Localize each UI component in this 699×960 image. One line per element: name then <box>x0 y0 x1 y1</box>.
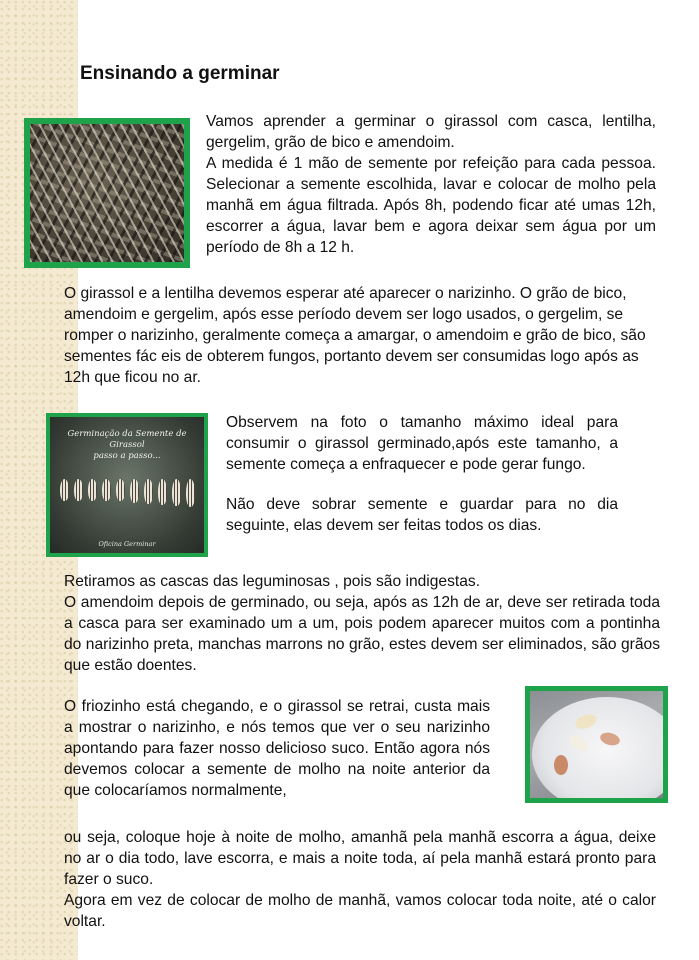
germination-poster-photo <box>46 413 208 557</box>
measure-paragraph: A medida é 1 mão de semente por refeição para cada pessoa. Selecionar a semente escolhida, lavar e colocar de molho pela manhã em água filtrada. Após 8h, podendo ficar até umas 12h, escorrer a água, lavar bem e agora deixar sem água por um período de 8h a 12 h. <box>206 155 656 256</box>
shells-paragraph: Retiramos as cascas das leguminosas , pois são indigestas. <box>64 573 481 590</box>
cold-paragraph: O friozinho está chegando, e o girassol se retrai, custa mais a mostrar o narizinho, e nós temos que ver o seu narizinho apontando para fazer nosso delicioso suco. Então agora nós devemos colocar a semente de molho na noite anterior da que colocaríamos normalmente, <box>64 698 490 799</box>
sprout <box>554 755 568 775</box>
observe-paragraph: Observem na foto o tamanho máximo ideal para consumir o girassol germinado,após este tamanho, a semente começa a enfraquecer e pode gerar fungo. <box>226 414 618 473</box>
poster-seed <box>74 479 83 501</box>
poster-title <box>50 429 204 462</box>
poster-seed <box>88 479 97 501</box>
plate-image <box>530 691 663 798</box>
peanut-paragraph: O amendoim depois de germinado, ou seja, após as 12h de ar, deve ser retirada toda a casca para ser examinado um a um, pois podem aparecer muitos com a pontinha do narizinho preta, manchas marrons no grão, estes devem ser eliminados, são grãos que estão doentes. <box>64 594 660 674</box>
tonight-paragraph: ou seja, coloque hoje à noite de molho, amanhã pela manhã escorra a água, deixe no ar o dia todo, lave escorra, e mais a noite toda, aí pela manhã estará pronto para fazer o suco. <box>64 829 656 888</box>
poster-seed <box>158 479 167 505</box>
poster-seed <box>186 479 195 507</box>
poster-image <box>50 417 204 553</box>
poster-seed <box>130 479 139 503</box>
instead-paragraph: Agora em vez de colocar de molho de manhã, vamos colocar toda noite, até o calor voltar. <box>64 892 656 930</box>
sprout <box>573 712 598 732</box>
poster-seed <box>102 479 111 501</box>
poster-seed <box>172 479 181 506</box>
wait-paragraph: O girassol e a lentilha devemos esperar até aparecer o narizinho. O grão de bico, amendoim e gergelim, após esse período devem ser logo usados, o gergelim, se romper o narizinho, geralmente começa a amargar, o amendoim e grão de bico, são sementes fác eis de obterem fungos, portanto devem ser consumidas logo após as 12h que ficou no ar. <box>64 285 646 386</box>
poster-title-line1: Germinação da Semente de Girassol <box>67 429 187 450</box>
page-title: Ensinando a germinar <box>80 63 280 84</box>
poster-title-line2: passo a passo... <box>93 451 161 461</box>
sprout <box>599 731 621 748</box>
sprout <box>566 732 590 754</box>
no-leftover-paragraph: Não deve sobrar semente e guardar para no dia seguinte, elas devem ser feitas todos os dias. <box>226 496 618 534</box>
poster-seed <box>144 479 153 504</box>
sunflower-seeds-photo <box>24 118 190 268</box>
poster-seed <box>60 479 69 501</box>
poster-footer: Oficina Germinar <box>98 540 156 548</box>
sprouts-plate-photo <box>525 686 668 803</box>
seed-pile-image <box>30 124 184 262</box>
poster-seed-row <box>60 475 194 505</box>
poster-seed <box>116 479 125 501</box>
intro-paragraph: Vamos aprender a germinar o girassol com casca, lentilha, gergelim, grão de bico e amendoim. <box>206 113 656 151</box>
